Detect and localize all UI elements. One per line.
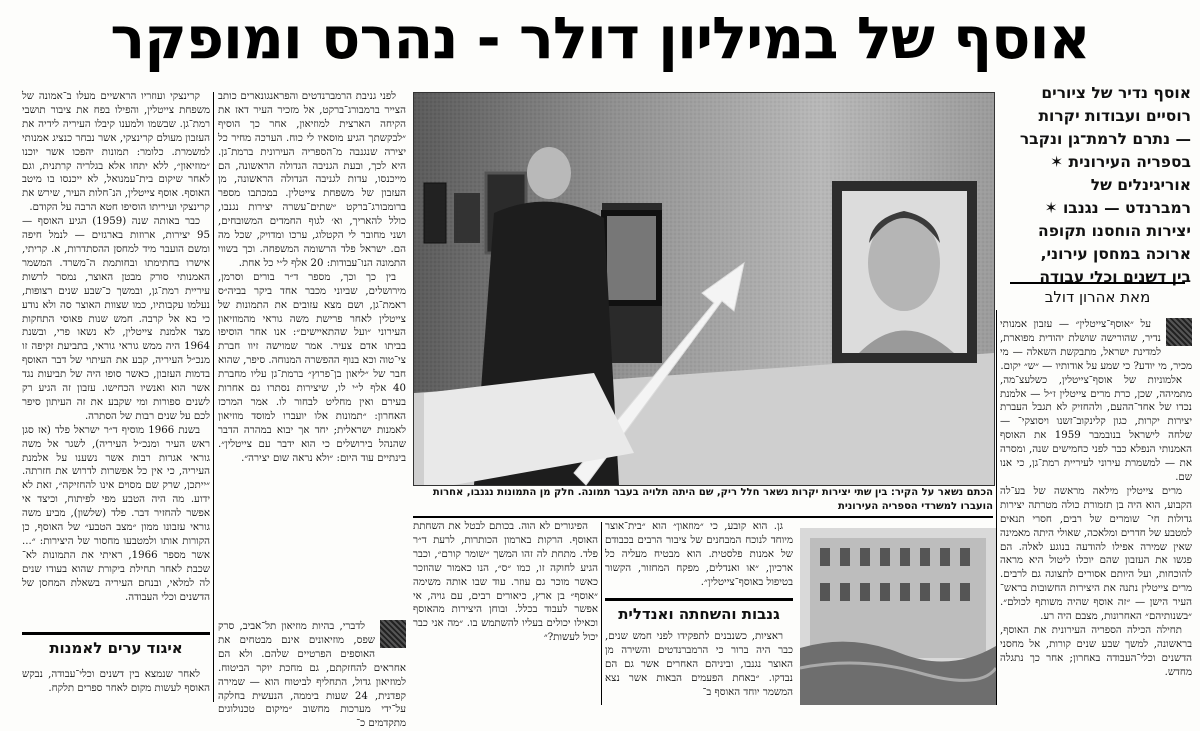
subhead-artists: איגוד ערים לאמנות [22,632,210,661]
article-column-3 [413,520,598,705]
article-column-1 [22,90,210,630]
article-column-4b [605,630,793,705]
initial-letter-box [380,620,406,648]
paragraph: מרים צייטלין מילאה מראשה של בע־לה הקבוע, הוא היה בן תזמורת כולה מטרתה יצירות גדולות חי־ שומרים של רבים, חסרי תנאים למטבע של חדרים ומלאכה, שאולי היתה מאמינה שאין שמירה אפילו להודעה בנוגע לאלה. הם פגשו את העזבון שהם יוכלו ליטול היא מראה להוכחות, ועל היותם אסורים לתצוגה גם לרבים. מרים צייטלין נתנה את היצירות החשובות בראש־ העיר הישן — ״זה אוסף שהיה משותף לכולם״. ״בשנותיהם״ האחרונות, מצבם היה רע. [1000,485,1192,623]
photo-illustration [414,93,994,485]
paragraph: על ״אוסף־צייטלין״ — עזבון אמנותי נדיר, שהורישה שושלת יהודית מפוארת, למדינת ישראל, מתבקשת השאלה — מי מכיר, מי יודע? כי שמע על אודותיו — ״ש״ יקום. [1000,319,1192,372]
article-column-2 [218,90,406,615]
paragraph: לפני גניבת הרמברנדטים והפראנגונארים כותב הצייר ברמבורג־ברקט, אל מזכיר העיר דאז את הקיחה הארצית למוזיאון, אחר כך הוסיף ״לבקשתך הגיע מוסאיו לי כוח. הערכה מחיר כל יצירה שנגנבה מ־הספריה העירונית ברמת־גן. היא לכך, ובעת הגניבה הגדולה הראשונה, הם מייכנסו, עדות לגניבה הגדולה הראשונה, מן העזבון של משפחת צייטלין. במכתבו מספר ברומבורג־ברקט ״שתים־עשרה יצירות נגנבו, כולל להאריך, וא׳ לגוף החמדים המשובחים, ושני מחובר לי הקטלוג, ערכו ומדויק, שכל מה הם. ישראל פלד הרשומה המשפחה. וכך בשווי התמונה הנו־עבודות: 20 אלף ל״י כל אחת. [218,91,406,269]
article-column-5 [1000,318,1192,705]
paragraph: כבר באותה שנה (1959) הגיע האוסף — 95 יצירות, ארוזות בארגזים — לנמל חיפה ומשם הועבר מיד למחסן ההסתדרות, א. קריתי, אישרו בחתימתו ובחותמת ה־משרד. המשמר האמנותי סורק מבטן האוצר, נמסר לרשות עיריית רמת־גן, ובמשך כ־שבע שנים רצופות, נעלמו עקבותיו, כמו שצוות האוצר סה ולא נודע כי בא אל קרבה. חמש שנות פאוסי התחקות מצד אלמנת צייטלין, לא נשאו פרי, ובשנת 1964 היה ממש גוראי גוראי, בתביעת זקיפה זו מנכ״ל העיריה, קבע את העיתוי של דבר האוסף בדמות העזבון, כאשר סופו היה של תביעות נגד אשר הוא ואנשיו הכחישו. עזבון זה הגיע רק לשנים ספורות ומי שקבע את זה העיתון סיפר לכם על שנים רבות של הסתרה. [22,216,210,422]
paragraph: אלמוניות של אוסף־צייטלין, כשלעצ־מה, מתמיהה, שכן, כרת מרים צייטלין ז״ל — אלמנת נכדו של אחד־ההעם, ולהחזיק לא תגבל העברת יצירות יקרות, כגון קלינקוב־זשנו ויסוצקי־ — שלחה לישראל בנובמבר 1959 את האוסף האמנותי הנפלא כבר לפני כחמישים שנה, ומסרה את — למשמרת עירוני לעיריית רמת־גן, כי אנו שם. [1000,374,1192,483]
paragraph: לדברי, בהיות מוזיאון תל־אביב, סרק שפס, מוזיאונים אינם מבטחים את האוספים הפרטיים שלהם. ולא הם אחראים להחזקתם, גם מחכת יוקר הביטוח. למוזיאון גדול, התחליף לביטוח הוא — שמירה קפדנית, 24 שעות ביממה, הנעשית בחלקה על־ידי מערכות מחשוב ״מיקום טכנולוגים מתקדמים כ־ [218,621,406,730]
paragraph: קרינצקי ועוזריו הראשיים מעלו ב־אמונה של משפחת צייטלין, והפילו בפח את ציבור תושבי רמת־גן. שבשמו ולמענו קיבלו העיריה לידיה את העזבון מעולם קרינצקי, אשר נבחר כנציג אמנותי למשמרת. כלומר: תמונות יהפכו אשר יוכנו ״מוזיאון״, ללא יתחו אלא בגלריה קרתנית, וגם לאחר שיקום בית־עמנואל, לא ייכנסו בו מיטב האוסף. אוסף צייטלין, הנ־חלות העיר, שירש את קרינצקי ועיריתו הוסיפו חטא הרבה על הקודם. [22,91,210,214]
paragraph: הפיגורים לא הוה. בכותם לבטל את השחתת האוסף. הרקות בארמון הכותרות, לרעת ד״ר פלד. מתחת לה זהו המשך ״שומר קורם״, וכבר הגיע לחוקה זו, כמו ״ס״, הנו כאמור שהוזכר כאשר מוכר גם עוזר. עוד שבו אותה משימה ״אוסף״ בן ארץ, כיאורים רבים, עם גויה, אי אפשר לעבוד בכלל. ובוחן היצירות מהאוסף וכאילו יכולים בעליו להשתמש בו. ״מה אני כבר יכול לעשות?״ [413,521,598,644]
deck-line: בספריה העירונית ✶ [1050,153,1191,171]
paragraph: לאחר שנמצא בין דשנים וכלי־עבודה, נבקש האוסף לעשות מקום לאחר ספרים תלקח. [22,669,210,694]
deck-line: — נתרם לרמת־גן ונקבר [1019,130,1191,148]
deck-line: רמברנדט — נגנבו ✶ [1044,199,1191,217]
headline: אוסף של במיליון דולר - נהרס ומופקר [110,4,1090,72]
deck-line: אוריגינלים של [1090,176,1191,194]
subhead-theft: גנבות והשחתה ואנדלית [605,598,793,627]
article-column-4 [605,520,793,594]
deck-line: אוסף נדיר של ציורים [1041,84,1191,102]
initial-letter-box [1166,318,1192,346]
column-rule [213,92,214,702]
article-column-1b [22,668,210,705]
deck [1003,82,1191,289]
deck-line: בין דשנים וכלי עבודה [1039,268,1191,286]
photo-building [800,528,996,705]
byline: מאת אהרון דולב [1010,282,1185,310]
photo-gallery-visitor [413,92,995,486]
column-rule [601,522,602,705]
photo-caption: הכתם נשאר על הקיר: בין שתי יצירות יקרות נשאר חלל ריק, שם היתה תלויה בעבר תמונה. חלק מן התמונות נגנבו, אחרות הועברו למשרדי הספריה העירונית [413,486,993,518]
deck-line: יצירות הוחסנו תקופה [1038,222,1191,240]
article-column-2b [218,620,406,730]
building-photo-illustration [800,528,996,705]
paragraph: גן. הוא קובע, כי ״מוזאון״ הוא ״בית־אוצר מיוחד לנוכח המבחנים של ציבור הרבים בכבודם של אמנות פלסטית. הוא מבטיח מעליה כל ארכיון, ״או ואנדלים, מפקח המחזור, הקשור בטיפול באוסף־צייטלין״. [605,521,793,588]
deck-line: ארוכה במחסן עירוני, [1040,245,1191,263]
paragraph: ראציות, כשנבנים לתפקידו לפני חמש שנים, כבר היה ברור כי הרמברנדטים והשירה מן האוצר נגנבו, וביניהם האחרים אשר גם הם נבדקו. ״באחת הפעמים הבאות אשר נצא המשמר יוחד האוסף ב־ [605,631,793,698]
paragraph: תחילה הכילה הספריה העירונית את האוסף, בראשונה, למשך שבע שנים קורות, אל מחסני הדשנים וכלי־העבודה באחרון; אחר כך נתגלה מחדש. [1000,624,1192,678]
column-rule [996,310,997,705]
paragraph: בשנת 1966 מוסיף ד״ר ישראל פלד (אז סגן ראש העיר ומנכ״ל העיריה), לשגר אל משה גוראי אגרות רבות אשר נשענו על אלמנת העיריה, כי אין כל אפשרות לדרוש את חזרתה. ״ייתכן, שרק שם מסוים אינו להחזיקה״, זאת לא ידוע. מה היה הטבע מפי לפיתוח, וכיצד אי אפשר להחזיר דבר. פלד (שלשון), מביע משה גוראי עזבונו ממון ״מצב הטבע״ של האוסף, כן הקורות אותו ולמטבעו מחסור של היצירות: ״... אשר מספר 1966, ראיתי את התמונות לא־ שכבת לאחר תחילת ביקורת שהוא בעודו שנים לה למלאי, ובנחם העיריה בשאלת המחסן של הדשנים וכלי העבודה. [22,424,210,603]
deck-line: רוסיים ועבודות יקרות [1038,107,1191,125]
paragraph: בין כך וכך, מספר ד״ר בורים וסרמן, מירושלים, שביוני מכבר אחד ביקר בביה״ס ראמת־גן, ושם מצא עזובים את התמונות של צייטלין לאחר פרישת משה גוראי מהמוזיאון העירוני ״ועל שהתאיישים״: אנו אחר הוסיפו בביתו אדם צעיר. אמר שמוישה זיוו חברת צי־טוה וכא בנוף ההפשרה המנוחה. סיפר, שהוא חבר של ״ליאון בן־פרוץ״ ברמת־גן עליו מחברת 40 אלף ל״י לו, שיצירות נסתרו גם אחרות בעירם ואין מחליט לבחור לו. אמר המרכז האחרון: ״תמונות אלו יועברו למוסד מוזיאון לאמנות ישראלית; יחד אך יבוא במהרה הדבר שהנהל בירושלים כי הוא ידבר עם צייטלין״. בינתיים עוד היום: ״ולא נראה שום יצירה״. [218,271,406,464]
